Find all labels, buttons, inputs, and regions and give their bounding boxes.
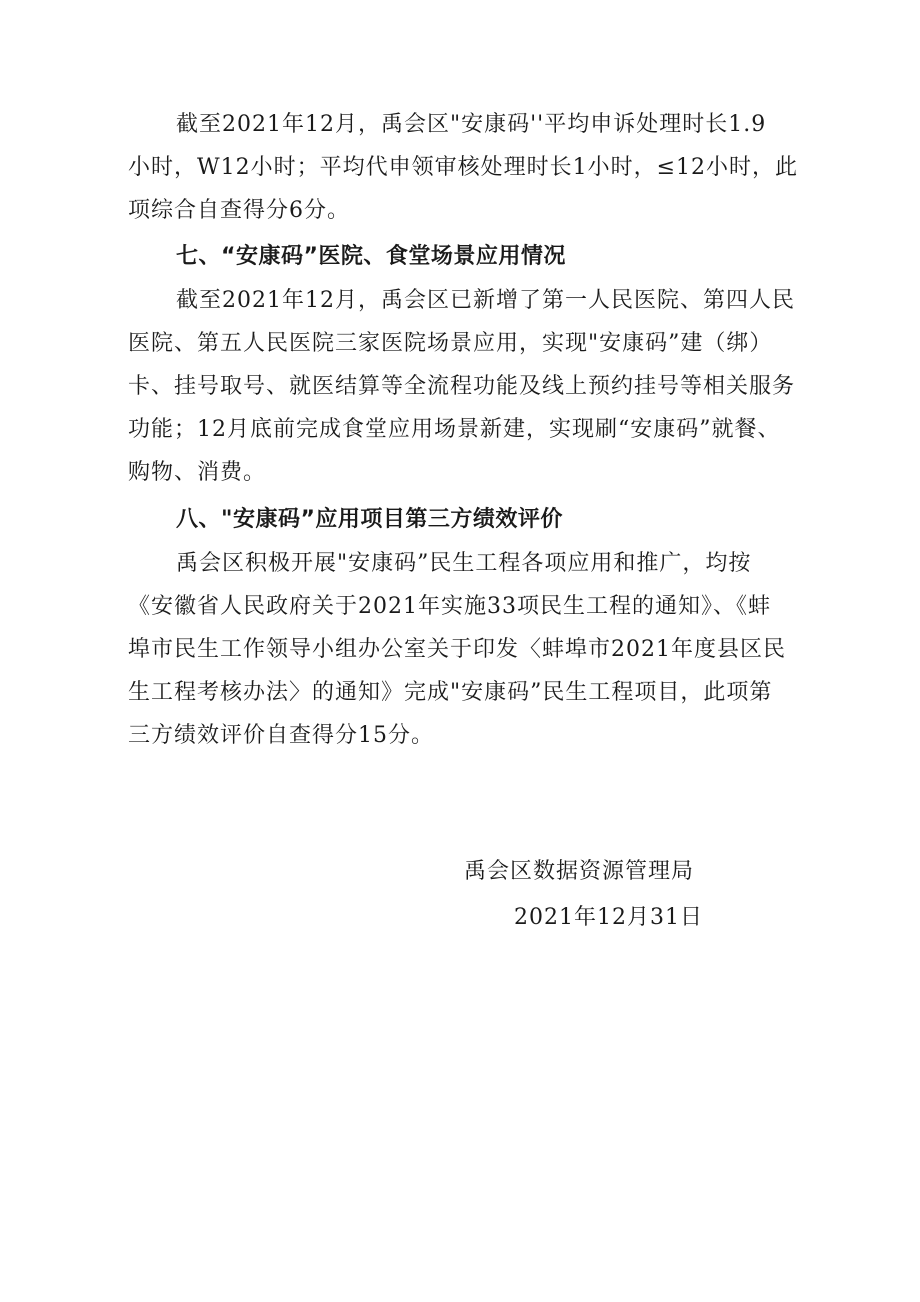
paragraph-line: 生工程考核办法〉的通知》完成"安康码”民生工程项目，此项第: [128, 680, 773, 705]
paragraph-line: 购物、消费。: [128, 460, 267, 485]
paragraph-line: 功能；12月底前完成食堂应用场景新建，实现刷“安康码”就餐、: [128, 417, 781, 442]
paragraph-line: 项综合自查得分6分。: [128, 198, 350, 223]
paragraph-line: 截至2021年12月，禹会区已新增了第一人民医院、第四人民: [176, 288, 795, 313]
section-heading-8: 八、"安康码”应用项目第三方绩效评价: [176, 507, 563, 532]
paragraph-line: 《安徽省人民政府关于2021年实施33项民生工程的通知》、《蚌: [128, 594, 771, 619]
paragraph-line: 埠市民生工作领导小组办公室关于印发〈蚌埠市2021年度县区民: [128, 637, 786, 662]
paragraph-line: 三方绩效评价自查得分15分。: [128, 723, 434, 748]
paragraph-line: 禹会区积极开展"安康码”民生工程各项应用和推广，均按: [176, 551, 752, 576]
section-heading-7: 七、“安康码”医院、食堂场景应用情况: [176, 244, 566, 269]
signature-date: 2021年12月31日: [514, 905, 703, 930]
paragraph-line: 医院、第五人民医院三家医院场景应用，实现"安康码”建（绑）: [128, 331, 773, 356]
paragraph-line: 截至2021年12月，禹会区"安康码''平均申诉处理时长1.9: [176, 112, 767, 137]
signature-organization: 禹会区数据资源管理局: [464, 859, 695, 884]
paragraph-line: 卡、挂号取号、就医结算等全流程功能及线上预约挂号等相关服务: [128, 374, 796, 399]
paragraph-line: 小时，W12小时；平均代申领审核处理时长1小时，≤12小时，此: [128, 155, 799, 180]
